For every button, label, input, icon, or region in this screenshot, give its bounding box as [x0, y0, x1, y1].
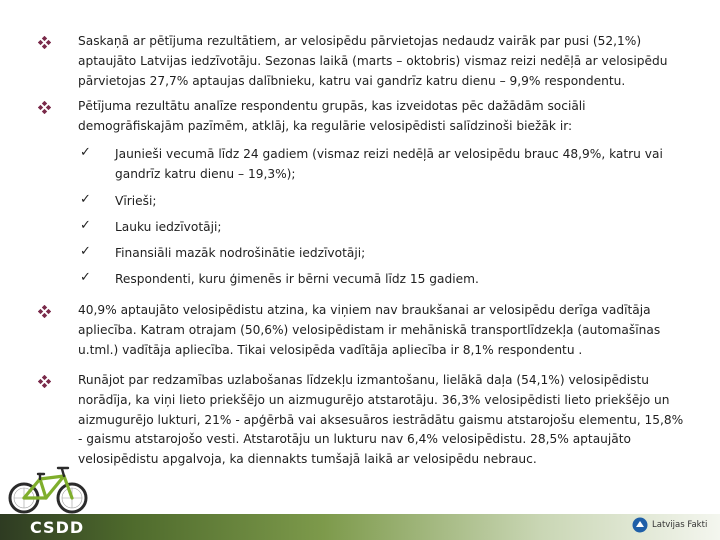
- footer-bar: [0, 514, 720, 540]
- latvijas-fakti-label: Latvijas Fakti: [652, 520, 708, 530]
- diamond-bullet-icon: [38, 36, 51, 49]
- paragraph-visibility: Runājot par redzamības uzlabošanas līdzekļu izmantošanu, lielākā daļa (54,1%) velosipēdistu norādīja, ka viņi lieto priekšējo un aizmugurējo atstarotāju. 36,3% velosipēdisti lieto priekšējo un aizmugurējo lukturi, 21% - apģērbā vai aksesuāros iestrādātu gaismu atstarojošu elementu, 15,8% - gaismu atstarojošo vesti. Atstarotāju un lukturu nav 6,4% velosipēdistu. 28,5% aptaujāto velosipēdistu apgalvoja, ka diennakts tumšajā laikā ar velosipēdu nebrauc.: [78, 373, 684, 467]
- csdd-logo: CSDD: [30, 517, 85, 537]
- diamond-bullet-icon: [38, 305, 51, 318]
- latvijas-fakti-logo: [632, 514, 707, 536]
- bicycle-icon: [6, 462, 90, 516]
- check-icon: ✓: [80, 218, 91, 233]
- diamond-bullet-icon: [38, 375, 51, 388]
- list-item: Jaunieši vecumā līdz 24 gadiem (vismaz reizi nedēļā ar velosipēdu brauc 48,9%, katru vai gandrīz katru dienu – 19,3%);: [115, 147, 663, 181]
- check-icon: ✓: [80, 244, 91, 259]
- check-icon: ✓: [80, 192, 91, 207]
- paragraph-licence: 40,9% aptaujāto velosipēdistu atzina, ka viņiem nav braukšanai ar velosipēdu derīga vadītāja apliecība. Katram otrajam (50,6%) velosipēdistam ir mehāniskā transportlīdzekļa (automašīnas u.tml.) vadītāja apliecība. Tikai velosipēda vadītāja apliecība ir 8,1% respondentu .: [78, 303, 661, 357]
- list-item: Lauku iedzīvotāji;: [115, 220, 222, 234]
- paragraph-cycling-share: Saskaņā ar pētījuma rezultātiem, ar velosipēdu pārvietojas nedaudz vairāk par pusi (52,1%) aptaujāto Latvijas iedzīvotāju. Sezonas laikā (marts – oktobris) vismaz reizi nedēļā ar velosipēdu pārvietojas 27,7% aptaujas dalībnieku, katru vai gandrīz katru dienu – 9,9% respondentu.: [78, 34, 668, 88]
- list-item: Finansiāli mazāk nodrošinātie iedzīvotāji;: [115, 246, 366, 260]
- diamond-bullet-icon: [38, 101, 51, 114]
- latvijas-fakti-icon: [632, 517, 648, 533]
- paragraph-group-analysis: Pētījuma rezultātu analīze respondentu grupās, kas izveidotas pēc dažādām sociāli demogrāfiskajām pazīmēm, atklāj, ka regulārie velosipēdisti salīdzinoši biežāk ir:: [78, 99, 586, 133]
- list-item: Respondenti, kuru ģimenēs ir bērni vecumā līdz 15 gadiem.: [115, 272, 479, 286]
- list-item: Vīrieši;: [115, 194, 157, 208]
- check-icon: ✓: [80, 270, 91, 285]
- check-icon: ✓: [80, 145, 91, 160]
